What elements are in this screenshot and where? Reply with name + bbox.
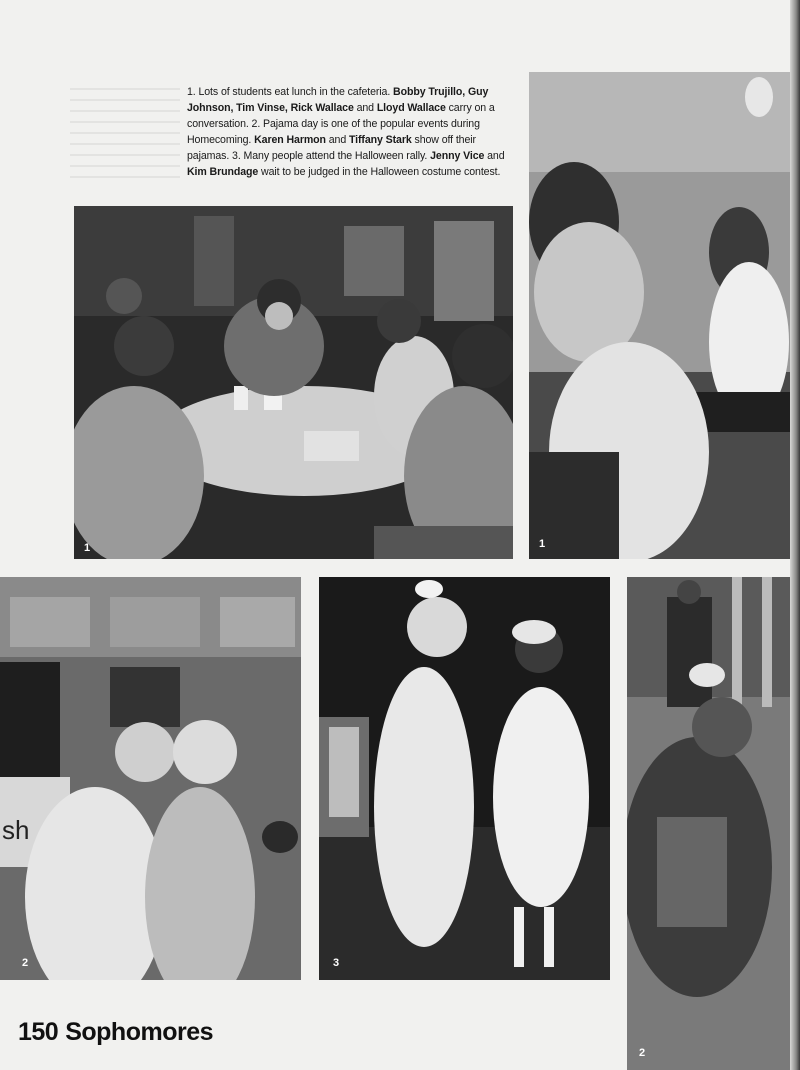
photo-number: 2 bbox=[639, 1047, 646, 1059]
section-title: Sophomores bbox=[65, 1018, 214, 1046]
caption-name: Kim Brundage bbox=[187, 166, 259, 179]
outdoor-student-photo bbox=[627, 577, 794, 1070]
outdoor-student-photo-image bbox=[627, 577, 794, 1070]
photo-caption bbox=[187, 84, 517, 181]
bleed-through-text bbox=[70, 88, 180, 184]
lawn-photo bbox=[529, 72, 794, 559]
caption-text: show off their pajamas. 3. Many people attend the Halloween rally. bbox=[187, 134, 476, 163]
caption-text: and bbox=[484, 150, 505, 163]
binding-shadow bbox=[790, 0, 800, 1070]
caption-text: and bbox=[353, 102, 377, 115]
page-number: 150 bbox=[18, 1018, 59, 1046]
cafeteria-photo bbox=[74, 206, 513, 559]
cafeteria-photo-image bbox=[74, 206, 513, 559]
page-footer bbox=[18, 1018, 213, 1047]
caption-name: Jenny Vice bbox=[430, 150, 485, 163]
halloween-rally-photo-image bbox=[319, 577, 610, 980]
halloween-rally-photo bbox=[319, 577, 610, 980]
photo-number: 1 bbox=[84, 542, 91, 554]
caption-name: Karen Harmon bbox=[254, 134, 326, 147]
photo-number: 1 bbox=[539, 538, 546, 550]
caption-text: carry on a conversation. 2. Pajama day is one of the popular events during Homecoming. bbox=[187, 102, 495, 147]
svg-text:sh: sh bbox=[2, 815, 30, 845]
pajama-day-photo-image bbox=[0, 577, 301, 980]
caption-name: Bobby Trujillo, Guy Johnson, Tim Vinse, Rick Wallace bbox=[187, 86, 489, 115]
caption-text: and bbox=[325, 134, 349, 147]
caption-name: Tiffany Stark bbox=[348, 134, 412, 147]
photo-number: 3 bbox=[333, 957, 340, 969]
lawn-photo-image bbox=[529, 72, 794, 559]
pajama-day-photo bbox=[0, 577, 301, 980]
caption-text: 1. Lots of students eat lunch in the cafeteria. bbox=[187, 86, 394, 98]
caption-name: Lloyd Wallace bbox=[376, 102, 446, 115]
caption-text: wait to be judged in the Halloween costume contest. bbox=[258, 166, 501, 179]
photo-number: 2 bbox=[22, 957, 29, 969]
